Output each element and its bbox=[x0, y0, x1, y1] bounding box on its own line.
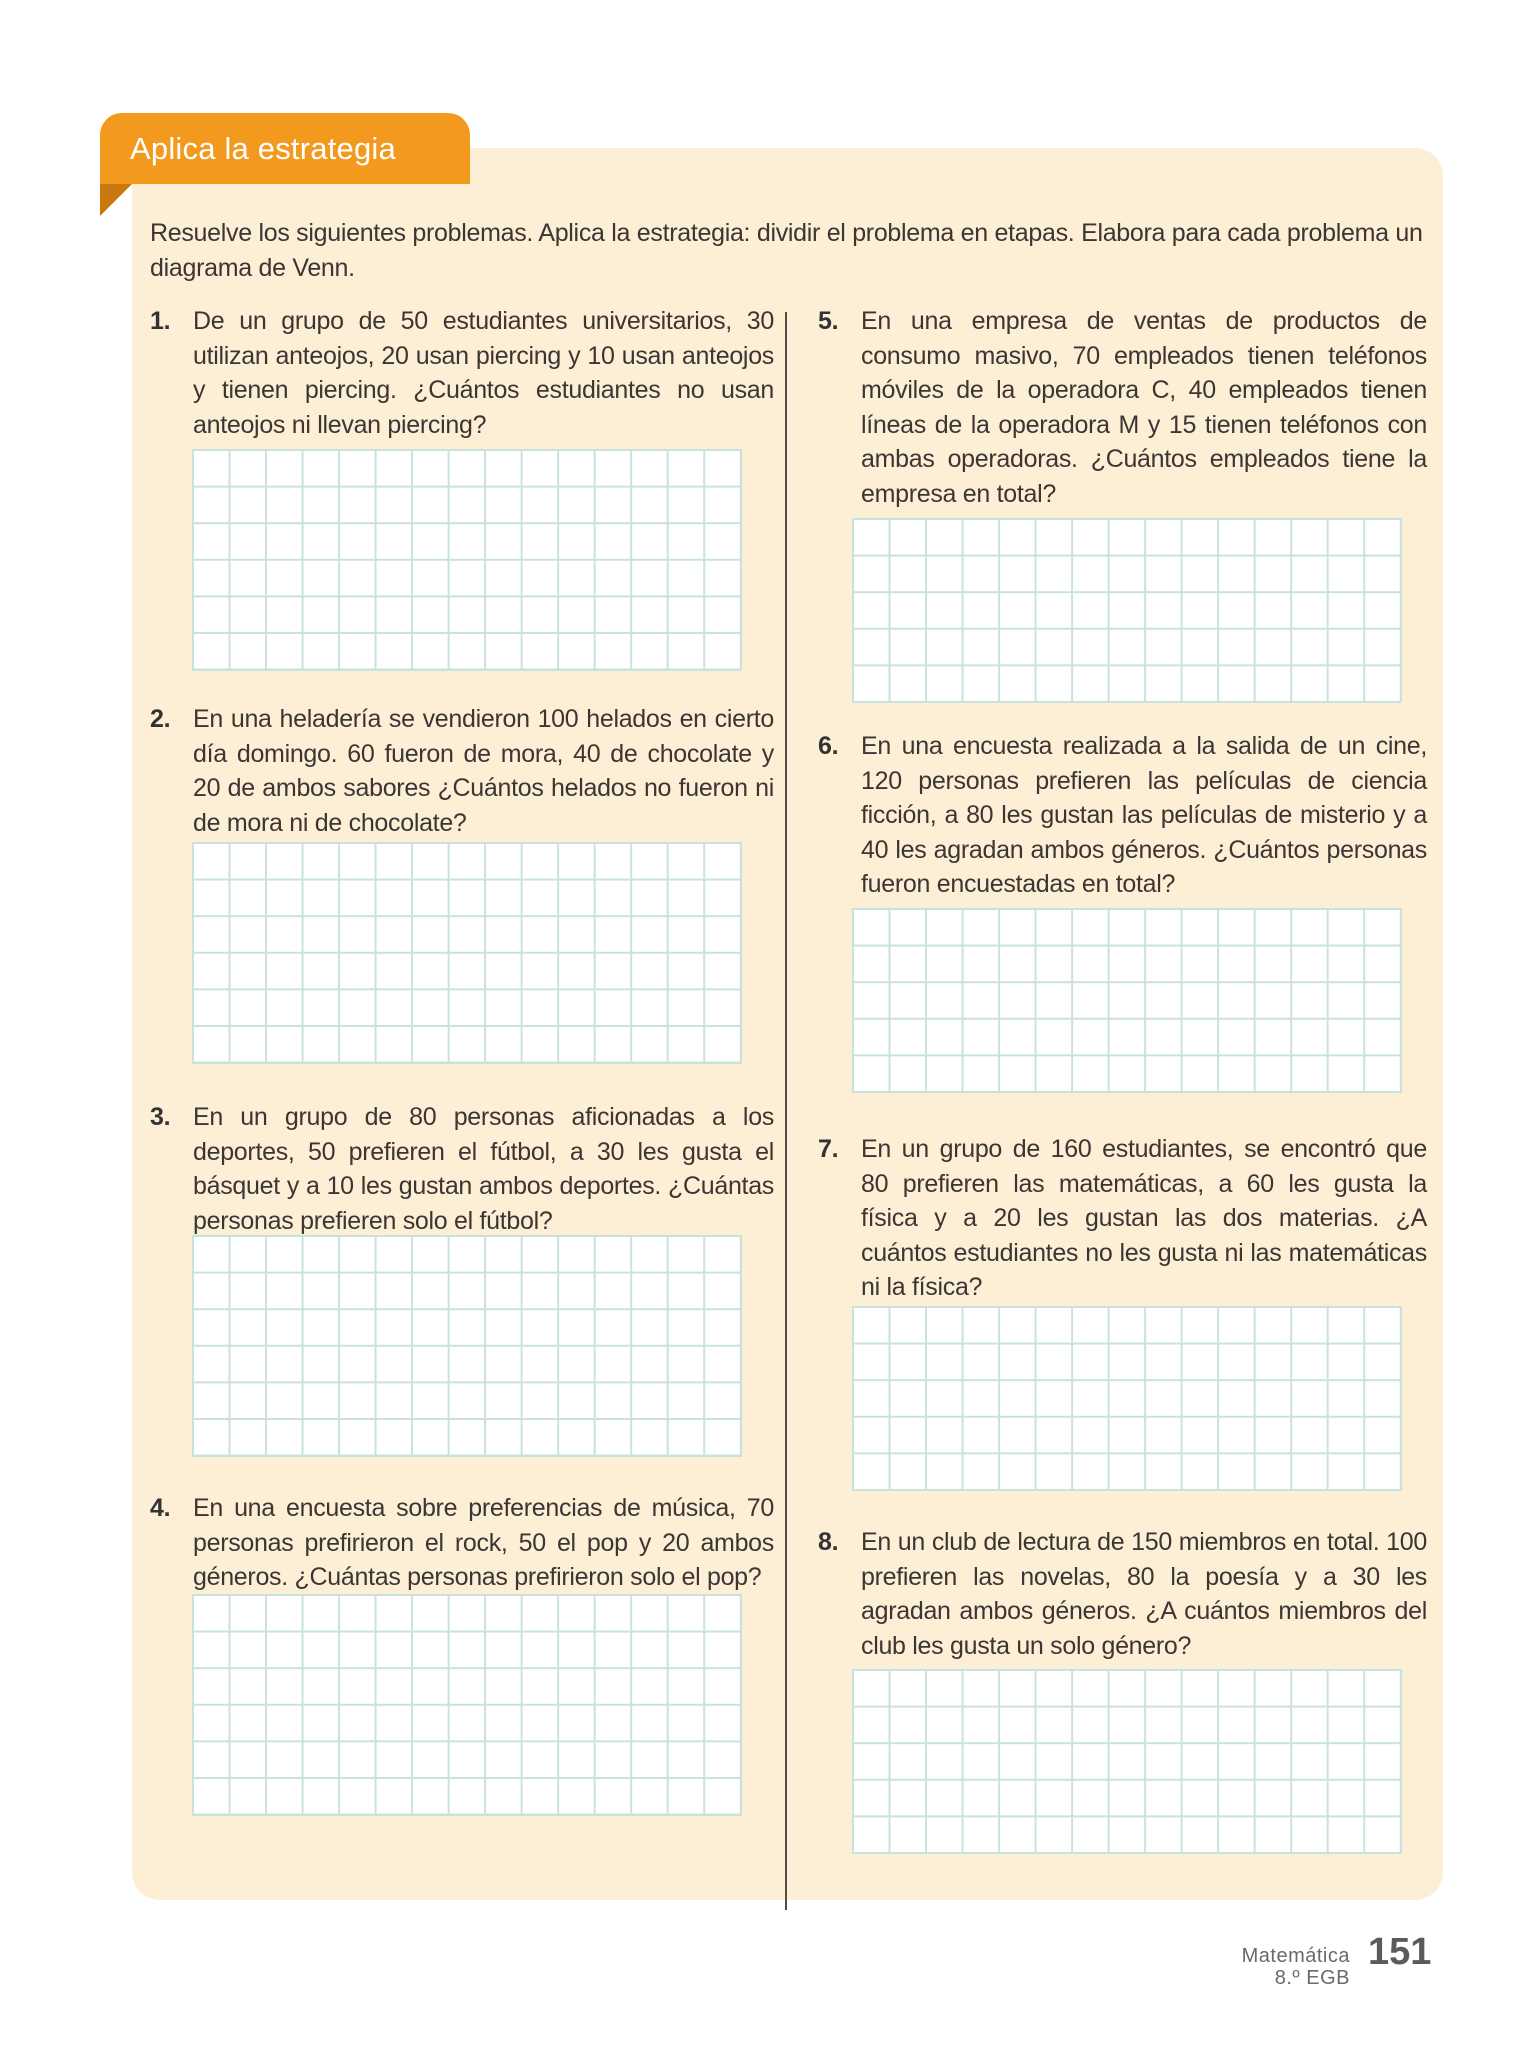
answer-grid-1[interactable] bbox=[192, 449, 742, 671]
problem-text: En un grupo de 160 estudiantes, se encontró que 80 prefieren las matemáticas, a 60 les gusta la física y a 20 les gustan las dos materias. ¿A cuántos estudiantes no les gusta ni las matemáticas ni la física? bbox=[861, 1135, 1427, 1301]
problem-text: En un club de lectura de 150 miembros en total. 100 prefieren las novelas, 80 la poesía y a 30 les agradan ambos géneros. ¿A cuántos miembros del club les gusta un solo género? bbox=[861, 1528, 1427, 1660]
grade-label: 8.º EGB bbox=[1274, 1967, 1350, 1989]
answer-grid-5[interactable] bbox=[852, 518, 1402, 703]
problem-number: 1. bbox=[150, 307, 171, 335]
instructions: Resuelve los siguientes problemas. Aplica la estrategia: dividir el problema en etapas. Elabora para cada problema un diagrama de Venn. bbox=[150, 219, 1423, 282]
page-number: 151 bbox=[1368, 1931, 1432, 1973]
problem-number: 5. bbox=[818, 307, 839, 335]
tab-fold-decoration bbox=[100, 184, 132, 216]
problem-number: 6. bbox=[818, 732, 839, 760]
answer-grid-2[interactable] bbox=[192, 842, 742, 1064]
problem-text: En una encuesta realizada a la salida de un cine, 120 personas prefieren las películas de ciencia ficción, a 80 les gustan las películas de misterio y a 40 les agradan ambos géneros. ¿Cuántos personas fueron encuestadas en total? bbox=[861, 732, 1427, 898]
subject-name: Matemática bbox=[1241, 1945, 1350, 1967]
column-divider bbox=[785, 312, 787, 1910]
problem-number: 8. bbox=[818, 1528, 839, 1556]
problem-text: En una empresa de ventas de productos de consumo masivo, 70 empleados tienen teléfonos móviles de la operadora C, 40 empleados tienen líneas de la operadora M y 15 tienen teléfonos con ambas operadoras. ¿Cuántos empleados tiene la empresa en total? bbox=[861, 307, 1427, 508]
answer-grid-6[interactable] bbox=[852, 908, 1402, 1093]
problem-number: 2. bbox=[150, 705, 171, 733]
problem-text: En una encuesta sobre preferencias de música, 70 personas prefirieron el rock, 50 el pop y 20 ambos géneros. ¿Cuántas personas prefirieron solo el pop? bbox=[193, 1494, 774, 1591]
answer-grid-8[interactable] bbox=[852, 1669, 1402, 1854]
problem-text: En un grupo de 80 personas aficionadas a los deportes, 50 prefieren el fútbol, a 30 les gusta el básquet y a 10 les gustan ambos deportes. ¿Cuántas personas prefieren solo el fútbol? bbox=[193, 1103, 774, 1235]
footer-subject bbox=[1242, 1945, 1350, 1989]
section-title: Aplica la estrategia bbox=[130, 130, 396, 166]
answer-grid-3[interactable] bbox=[192, 1235, 742, 1457]
answer-grid-7[interactable] bbox=[852, 1306, 1402, 1491]
problem-number: 3. bbox=[150, 1103, 171, 1131]
problem-number: 7. bbox=[818, 1135, 839, 1163]
answer-grid-4[interactable] bbox=[192, 1594, 742, 1816]
problem-text: En una heladería se vendieron 100 helados en cierto día domingo. 60 fueron de mora, 40 de chocolate y 20 de ambos sabores ¿Cuántos helados no fueron ni de mora ni de chocolate? bbox=[193, 705, 774, 837]
problem-number: 4. bbox=[150, 1494, 171, 1522]
section-tab bbox=[100, 113, 470, 184]
problem-text: De un grupo de 50 estudiantes universitarios, 30 utilizan anteojos, 20 usan piercing y 10 usan anteojos y tienen piercing. ¿Cuántos estudiantes no usan anteojos ni llevan piercing? bbox=[193, 307, 774, 439]
